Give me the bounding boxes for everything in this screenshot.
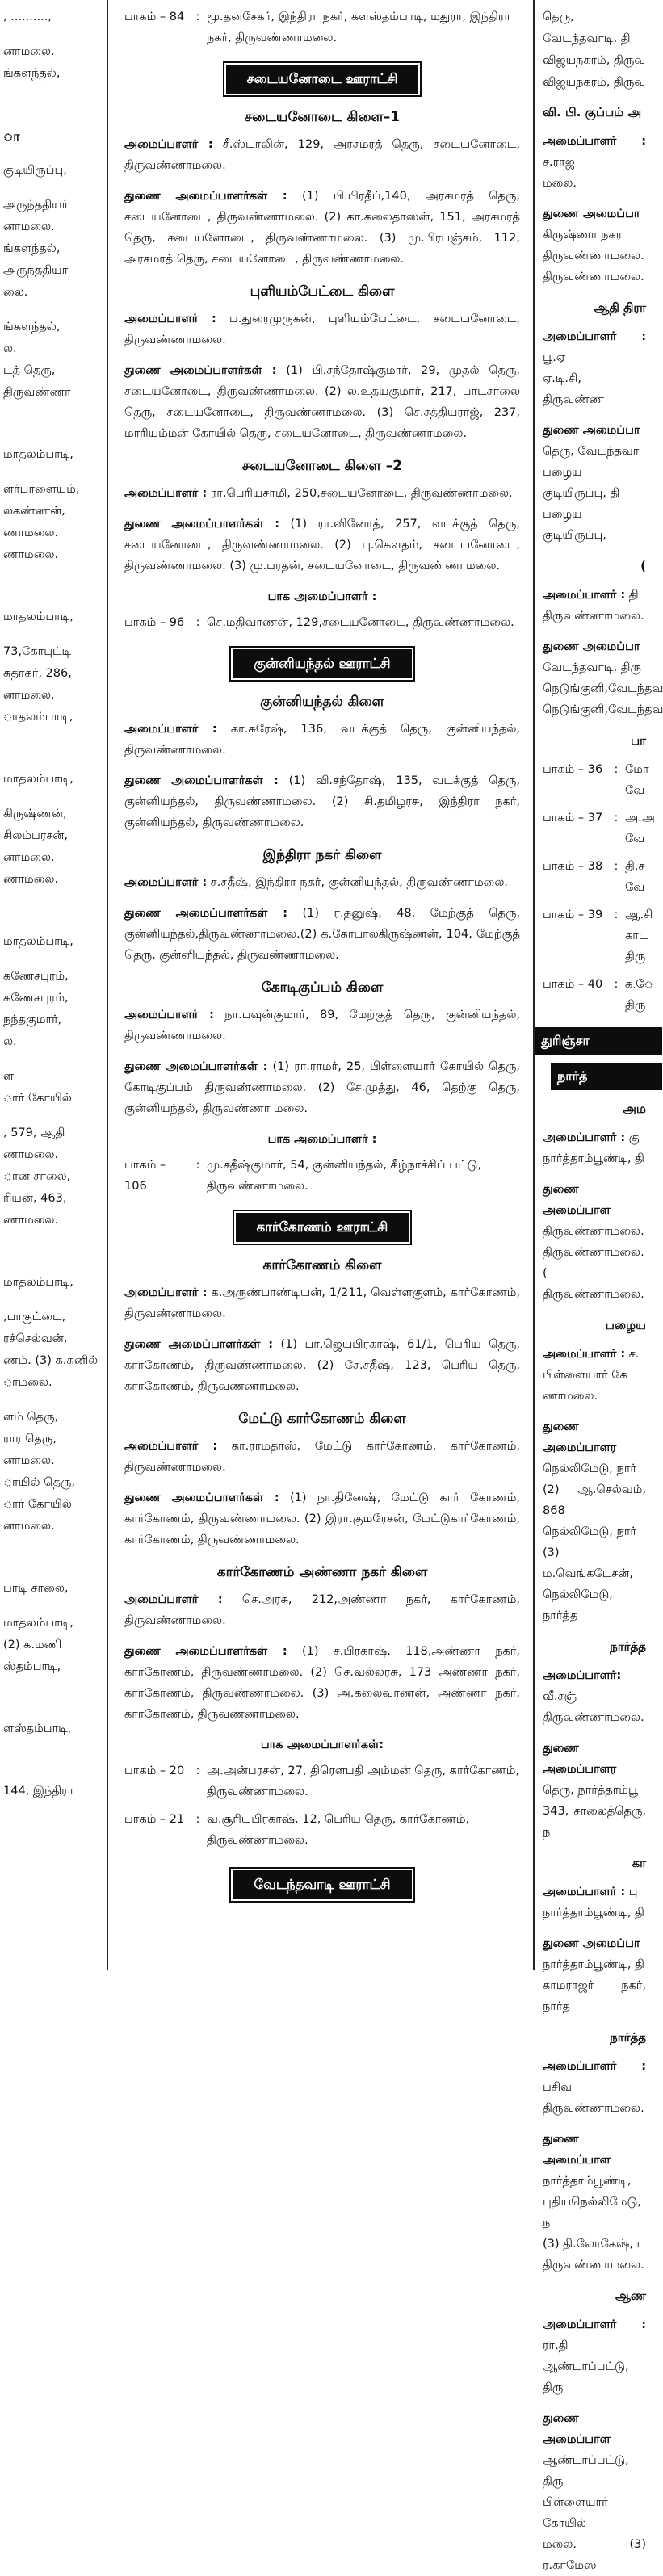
ward-heading: பாக அமைப்பாளர் : — [267, 590, 377, 603]
right-para: அமைப்பாளர் : ரா.தி ஆண்டாப்பட்டு, திரு — [543, 2318, 646, 2394]
right-para: துணை அமைப்பாளர தெரு, நார்த்தாம்பூ 343, சாலைத்தெரு, ந — [543, 1742, 646, 1839]
ward-row: பாகம் – 106 : மு.சதீஷ்குமார், 54, குன்னியந்தல், கீழ்நாச்சிப் பட்டு, திருவண்ணாமலை. — [124, 1155, 520, 1197]
branch-title: சடையனோடை கிளை –2 — [241, 458, 403, 474]
ward-heading: பாக அமைப்பாளர் : — [267, 1133, 377, 1146]
left-fragment: ,பாகுட்டை, ரச்செல்வன், ணம். (3) க.சுனில் ாமலை. — [3, 1311, 99, 1389]
ward-value: மு.சதீஷ்குமார், 54, குன்னியந்தல், கீழ்நாச்சிப் பட்டு, திருவண்ணாமலை. — [207, 1159, 482, 1193]
organizer-para: அமைப்பாளர் : செ.அரசு, 212,அண்ணா நகர், கார்கோணம், திருவண்ணாமலை. — [124, 1593, 520, 1627]
right-branch-title: அம — [623, 1101, 646, 1116]
right-branch-title: நார்த்த — [610, 2030, 646, 2045]
deputy-para: துணை அமைப்பாளர்கள் : (1) ரா.வினோத், 257, வடக்குத் தெரு, சடையனோடை, திருவண்ணாமலை. (2) பு.கௌதம், சடையனோடை, திருவண்ணாமலை. (3) மு.பரதன், சடையனோடை, திருவண்ணாமலை. — [124, 518, 521, 573]
panchayat-heading: கார்கோணம் ஊராட்சி — [124, 1211, 520, 1244]
organizer-para: அமைப்பாளர் : ரா.பெரியசாமி, 250,சடையனோடை, திருவண்ணாமலை. — [124, 487, 513, 500]
left-fragment: குடியிருப்பு, — [3, 164, 67, 177]
left-fragment: ளர்பாளையம், லகண்ணன், ணாமலை. ணாமலை. — [3, 483, 80, 561]
left-fragment: அருந்ததியர் னாமலை. ங்களந்தல், அருந்ததியர் லை. — [3, 199, 69, 299]
right-ward-row: பாகம் – 37 : அ.அ வே — [543, 812, 655, 845]
left-column — [0, 0, 107, 1970]
right-fragment: தெரு, வேடந்தவாடி, தி விஜயநகரம், திருவ விஜயநகரம், திருவ — [543, 10, 646, 89]
right-branch-title: நார்த்த — [610, 1639, 646, 1654]
right-para: துணை அமைப்பா நார்த்தாம்பூண்டி, தி காமராஜர் நகர், நார்த — [543, 1937, 646, 2013]
right-column — [535, 0, 663, 2572]
left-fragment: மாதலம்பாடி, — [3, 448, 73, 461]
deputy-para: துணை அமைப்பாளர்கள் : (1) ச.பிரகாஷ், 118,அண்ணா நகர், கார்கோணம், திருவண்ணாமலை. (2) செ.வல்லரசு, 173 அண்ணா நகர், கார்கோணம், திருவண்ணாமலை. (3) அ.கலைவாணன், அண்ணா நகர், கார்கோணம், திருவண்ணாமலை. — [124, 1645, 520, 1721]
branch-title: இந்திரா நகர் கிளை — [262, 847, 382, 863]
right-branch-title: ஆதி திரா — [594, 300, 646, 315]
ward-label: பாகம் – 106 — [124, 1159, 166, 1193]
right-para: அமைப்பாளர் : ச.ராஜ மலை. — [543, 135, 646, 190]
panchayat-heading: குன்னியந்தல் ஊராட்சி — [124, 648, 520, 680]
union-heading: துரிஞ்சா — [535, 1027, 662, 1055]
branch-title: கோடிகுப்பம் கிளை — [261, 980, 384, 996]
panchayat-heading-partial: வேடந்தவாடி ஊராட்சி — [124, 1869, 520, 1901]
left-fragment: ங்களந்தல், ல. டத் தெரு, திருவண்ணா — [3, 321, 71, 399]
branch-title: கார்கோணம் கிளை — [262, 1257, 382, 1273]
left-fragment: ளஸ்தம்பாடி, — [3, 1722, 72, 1735]
ward-value: வ.சூரியபிரகாஷ், 12, பெரிய தெரு, கார்கோணம், திருவண்ணாமலை. — [207, 1813, 470, 1847]
right-para: துணை அமைப்பாள திருவண்ணாமலை. திருவண்ணாமலை.( திருவண்ணாமலை. — [543, 1183, 644, 1301]
deputy-para: துணை அமைப்பாளர்கள் : (1) பா.ஜெயபிரகாஷ், 61/1, பெரிய தெரு, கார்கோணம், திருவண்ணாமலை. (2) சே.சதீஷ், 123, பெரிய தெரு, கார்கோணம், திருவண்ணாமலை. — [124, 1338, 521, 1393]
deputy-para: துணை அமைப்பாளர்கள் : (1) ரா.ராமர், 25, பிள்ளையார் கோயில் தெரு, கோடிகுப்பம் திருவண்ணாமலை. (2) சே.முத்து, 46, தெற்கு தெரு, குன்னியந்தல், திருவண்ணா மலை. — [124, 1060, 521, 1115]
right-ward-row: பாகம் – 38 : தி.ச வே — [543, 860, 645, 894]
deputy-para: துணை அமைப்பாளர்கள் : (1) வி.சந்தோஷ், 135, வடக்குத் தெரு, குன்னியந்தல், திருவண்ணாமலை. (2) சி.தமிழரசு, இந்திரா நகர், குன்னியந்தல், திருவண்ணாமலை. — [124, 774, 520, 829]
organizer-para: அமைப்பாளர் : நா.பவுன்குமார், 89, மேற்குத் தெரு, குன்னியந்தல், திருவண்ணாமலை. — [124, 1009, 520, 1043]
organizer-para: அமைப்பாளர் : கா.சுரேஷ், 136, வடக்குத் தெரு, குன்னியந்தல், திருவண்ணாமலை. — [124, 723, 521, 757]
right-branch-title: பழைய — [605, 1318, 646, 1332]
right-para: அமைப்பாளர் : தி திருவண்ணாமலை. — [543, 589, 644, 623]
ward-row: பாகம் – 20 : அ.அன்பரசன், 27, திரௌபதி அம்மன் தெரு, கார்கோணம், திருவண்ணாமலை. — [124, 1760, 520, 1802]
right-ward-row: பாகம் – 40 : க.ே திரு — [543, 978, 653, 1012]
left-fragment: மாதலம்பாடி, — [3, 773, 73, 786]
ward-value: அ.அன்பரசன், 27, திரௌபதி அம்மன் தெரு, கார்கோணம், திருவண்ணாமலை. — [207, 1764, 519, 1798]
left-fragment: பாடி சாலை, — [3, 1582, 69, 1595]
right-branch-title: வி. பி. குப்பம் அ — [543, 105, 642, 120]
deputy-para: துணை அமைப்பாளர்கள் : (1) நா.தினேஷ், மேட்டு கார் கோணம், கார்கோணம், திருவண்ணாமலை. (2) இரா.குமரேசன், மேட்டுகார்கோணம், கார்கோணம், திருவண்ணாமலை. — [124, 1491, 520, 1546]
right-ward-heading: பா — [631, 733, 646, 748]
left-fragment: மாதலம்பாடி, (2) க.மணி ஸ்தம்பாடி, — [3, 1617, 73, 1673]
right-ward-row: பாகம் – 39 : ஆ.சி காட திரு — [543, 908, 653, 963]
left-fragment: ா — [3, 128, 20, 144]
right-para: துணை அமைப்பாள நார்த்தாம்பூண்டி, புதியநெல்லிமேடு, ந (3) தி.லோகேஷ், ப திருவண்ணாமலை. — [543, 2133, 646, 2272]
panchayat-heading: சடையனோடை ஊராட்சி — [124, 63, 520, 95]
right-para: துணை அமைப்பாள ஆண்டாப்பட்டு, திரு பிள்ளையார் கோயில் மலை. (3) ர.காமேஸ் — [543, 2412, 646, 2572]
left-fragment: 144, இந்திரா — [3, 1785, 74, 1798]
right-para: அமைப்பாளர் : ச. பிள்ளையார் கே ணாமலை. — [543, 1348, 640, 1403]
right-para: அமைப்பாளர் : பு நார்த்தாம்பூண்டி, தி — [543, 1886, 644, 1919]
panchayat-heading-partial: நார்த் — [551, 1063, 662, 1090]
right-para: துணை அமைப்பா கிருஷ்ணா நகர திருவண்ணாமலை. திருவண்ணாமலை. — [543, 208, 644, 283]
organizer-para: அமைப்பாளர் : ப.துரைமுருகன், புளியம்பேட்டை, சடையனோடை, திருவண்ணாமலை. — [124, 313, 521, 346]
organizer-para: அமைப்பாளர் : க.அருண்பாண்டியன், 1/211, வெள்ளகுளம், கார்கோணம், திருவண்ணாமலை. — [124, 1286, 520, 1320]
right-para: அமைப்பாளர் : கு நார்த்தாம்பூண்டி, தி — [543, 1131, 644, 1165]
ward-heading: பாக அமைப்பாளர்கள்: — [260, 1739, 384, 1752]
branch-title: குன்னியந்தல் கிளை — [260, 694, 384, 710]
left-fragment: ள ார் கோயில் — [3, 1070, 72, 1105]
right-para: துணை அமைப்பா வேடந்தவாடி, திரு நெடுங்குனி,வேடந்தவ நெடுங்குனி,வேடந்தவ — [543, 640, 663, 716]
ward-row: பாகம் – 96 : செ.மதிவாணன், 129,சடையனோடை, திருவண்ணாமலை. — [124, 612, 520, 633]
deputy-para: துணை அமைப்பாளர்கள் : (1) பி.சந்தோஷ்குமார், 29, முதல் தெரு, சடையனோடை, திருவண்ணாமலை. (2) ல.உதயகுமார், 217, பாடசாலை தெரு, சடையனோடை, திருவண்ணாமலை. (3) செ.சத்தியராஜ், 237, மாரியம்மன் கோயில் தெரு, சடையனோடை, திருவண்ணாமலை. — [124, 364, 520, 440]
left-fragment: 73,கோபுட்டி சுதாகர், 286, னாமலை. ாதலம்பாடி, — [3, 645, 73, 724]
right-para: அமைப்பாளர் : பசிவ திருவண்ணாமலை. — [543, 2060, 646, 2115]
organizer-para: அமைப்பாளர் : கா.ராமதாஸ், மேட்டு கார்கோணம், கார்கோணம், திருவண்ணாமலை. — [124, 1440, 520, 1474]
left-fragment: ளம் தெரு, ரார தெரு, னாமலை. ாயில் தெரு, ார் கோயில் னாமலை. — [3, 1411, 75, 1533]
left-fragment: னாமலை. ங்களந்தல், — [3, 45, 61, 80]
main-column — [108, 0, 533, 1970]
ward-label: பாகம் – 20 — [124, 1764, 185, 1777]
left-fragment: மாதலம்பாடி, — [3, 935, 73, 948]
ward-label: பாகம் – 84 — [124, 10, 185, 23]
left-fragment: கணேசபுரம், கணேசபுரம், நந்தகுமார், ல. — [3, 970, 69, 1048]
deputy-para: துணை அமைப்பாளர்கள் : (1) ர.தனுஷ், 48, மேற்குத் தெரு, குன்னியந்தல்,திருவண்ணாமலை.(2) க.கோபாலகிருஷ்ணன், 104, மேற்குத் தெரு, குன்னியந்தல், திருவண்ணாமலை. — [124, 907, 520, 962]
left-fragment: , 579, ஆதி ணாமலை. ான சாலை, ரியன், 463, ணாமலை. — [3, 1126, 71, 1227]
right-branch-title: ஆண — [615, 2289, 646, 2303]
left-fragment: மாதலம்பாடி, — [3, 1276, 73, 1289]
right-branch-title: ( — [640, 559, 646, 573]
right-para: அமைப்பாளர்: வீ.சஞ் திருவண்ணாமலை. — [543, 1669, 644, 1724]
branch-title: சடையனோடை கிளை–1 — [244, 109, 401, 125]
right-para: துணை அமைப்பாளர நெல்லிமேடு, நார் (2) ஆ.செல்வம், 868 நெல்லிமேடு, நார் (3) ம.வெங்கடேசன், நெல்லிமேடு, நார்த்த — [543, 1420, 646, 1622]
ward-row: பாகம் – 84 : மூ.தனசேகர், இந்திரா நகர், களஸ்தம்பாடி, மதுரா, இந்திரா நகர், திருவண்ணாமலை. — [124, 6, 520, 48]
left-fragment: மாதலம்பாடி, — [3, 610, 73, 623]
right-branch-title: கா — [632, 1856, 646, 1870]
branch-title: புளியம்பேட்டை கிளை — [250, 283, 395, 300]
ward-row: பாகம் – 21 : வ.சூரியபிரகாஷ், 12, பெரிய தெரு, கார்கோணம், திருவண்ணாமலை. — [124, 1809, 520, 1851]
right-para: துணை அமைப்பா தெரு, வேடந்தவா பழைய குடியிருப்பு, தி பழைய குடியிருப்பு, — [543, 424, 640, 542]
branch-title: மேட்டு கார்கோணம் கிளை — [238, 1411, 406, 1427]
ward-value: செ.மதிவாணன், 129,சடையனோடை, திருவண்ணாமலை. — [207, 616, 514, 629]
right-para: அமைப்பாளர் : பூ.ஏ ஏ.டி.சி, திருவண்ண — [543, 330, 646, 406]
organizer-para: அமைப்பாளர் : சீ.ஸ்டாலின், 129, அரசமரத் தெரு, சடையனோடை, திருவண்ணாமலை. — [124, 138, 520, 172]
deputy-para: துணை அமைப்பாளர்கள் : (1) பி.பிரதீப்,140, அரசமரத் தெரு, சடையனோடை, திருவண்ணாமலை. (2) கா.கலைதாஸன், 151, அரசமரத் தெரு, சடையனோடை, திருவண்ணாமலை. (3) மு.பிரபஞ்சம், 112, அரசமரத் தெரு, சடையனோடை, திருவண்ணாமலை. — [124, 190, 520, 266]
left-fragment: கிருஷ்ணன், சிலம்பரசன், னாமலை. ணாமலை. — [3, 808, 69, 886]
ward-value: மூ.தனசேகர், இந்திரா நகர், களஸ்தம்பாடி, மதுரா, இந்திரா நகர், திருவண்ணாமலை. — [207, 10, 510, 44]
organizer-para: அமைப்பாளர் : ச.சதீஷ், இந்திரா நகர், குன்னியந்தல், திருவண்ணாமலை. — [124, 876, 509, 889]
right-ward-row: பாகம் – 36 : மோ வே — [543, 763, 649, 797]
branch-title: கார்கோணம் அண்ணா நகர் கிளை — [216, 1564, 428, 1580]
ward-label: பாகம் – 21 — [124, 1813, 185, 1826]
left-fragment: , .........., — [3, 10, 52, 23]
ward-label: பாகம் – 96 — [124, 616, 185, 629]
